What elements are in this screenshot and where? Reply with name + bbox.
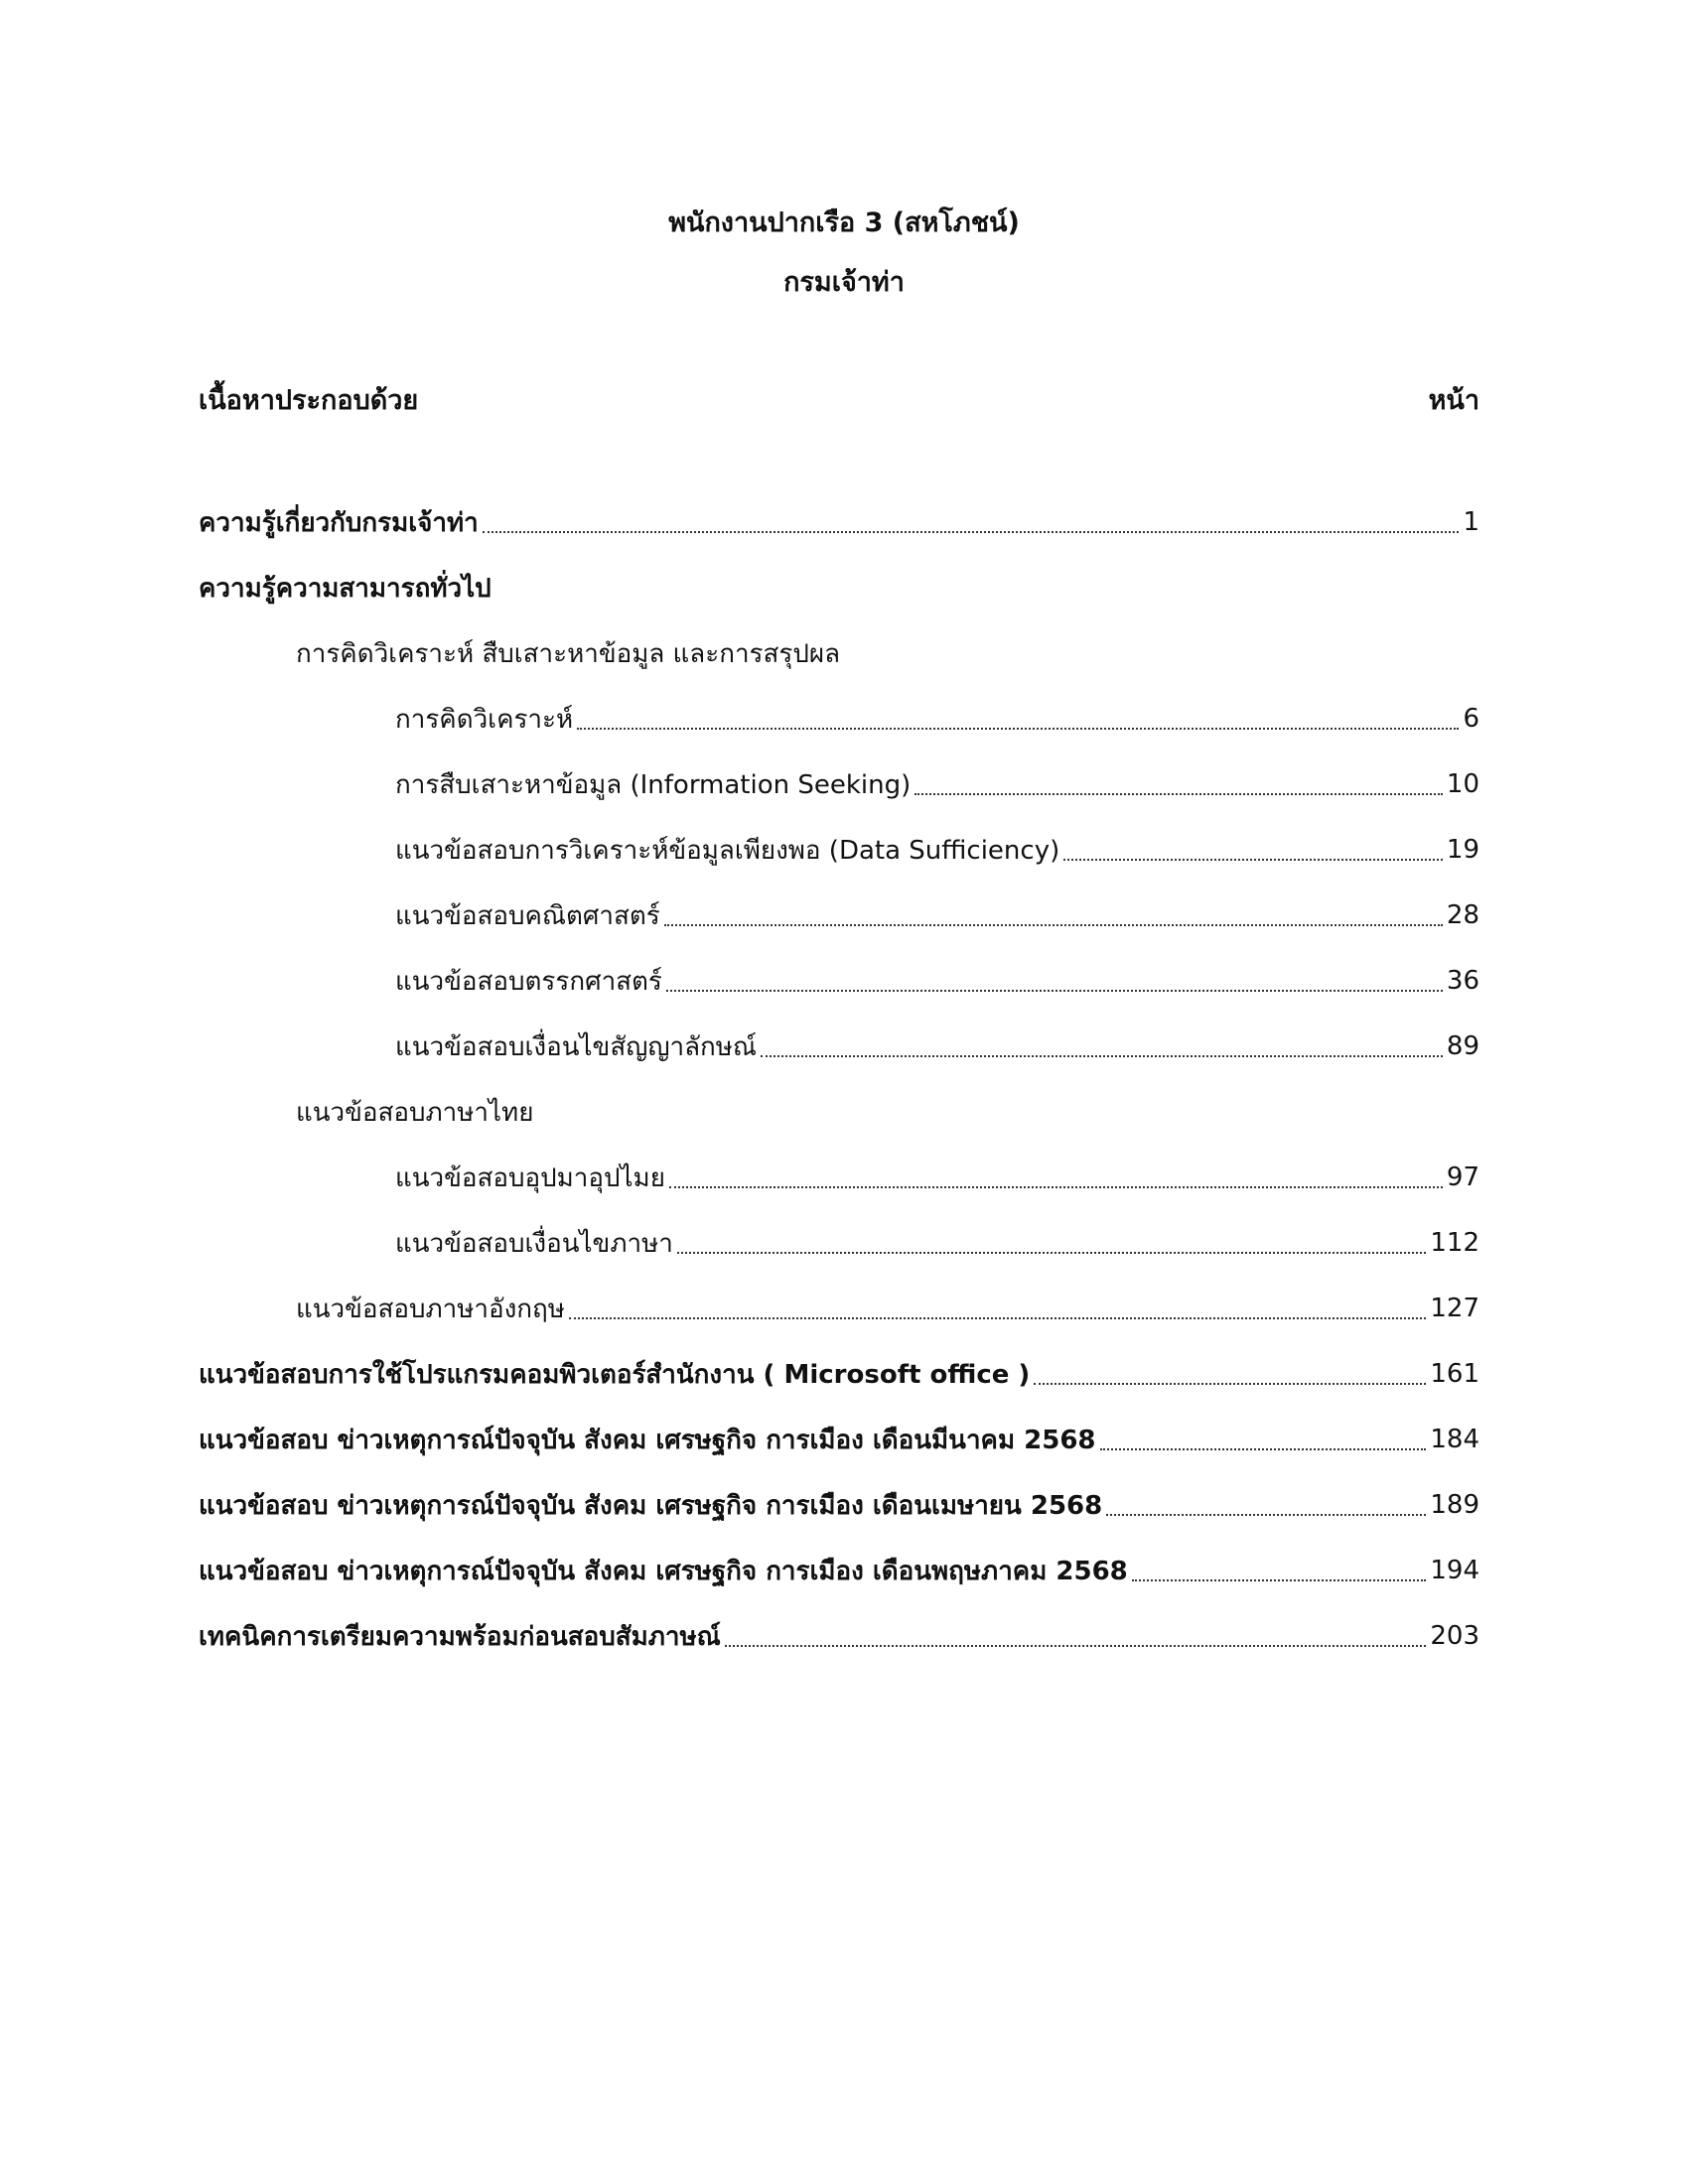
- toc-dot-leader: [914, 793, 1443, 795]
- toc-entry: [395, 895, 1479, 935]
- toc-entry: [395, 1026, 1479, 1066]
- toc-entry-label: แนวข้อสอบคณิตศาสตร์: [395, 900, 660, 931]
- toc-entry-page-number: 1: [1463, 507, 1479, 537]
- toc-entry: [199, 1485, 1479, 1525]
- toc-entry-label: ความรู้เกี่ยวกับกรมเจ้าท่า: [199, 507, 479, 538]
- toc-entry-page-number: 97: [1446, 1162, 1479, 1192]
- toc-entry-page-number: 184: [1430, 1425, 1479, 1454]
- toc-dot-leader: [664, 924, 1443, 926]
- toc-entry-page-number: 203: [1430, 1621, 1479, 1651]
- toc-dot-leader: [669, 1186, 1443, 1188]
- toc-dot-leader: [483, 531, 1460, 533]
- toc-entry-label: การคิดวิเคราะห์ สืบเสาะหาข้อมูล และการสรุปผล: [296, 638, 841, 669]
- toc-entry-page-number: 189: [1430, 1490, 1479, 1520]
- toc-entry: [395, 764, 1479, 804]
- toc-dot-leader: [725, 1645, 1427, 1647]
- toc-dot-leader: [677, 1252, 1427, 1254]
- toc-entry-page-number: 28: [1446, 900, 1479, 930]
- toc-dot-leader: [1132, 1579, 1427, 1581]
- toc-entry: [395, 699, 1479, 739]
- toc-entry: [395, 1223, 1479, 1263]
- toc-entry-label: แนวข้อสอบตรรกศาสตร์: [395, 966, 662, 997]
- toc-dot-leader: [1106, 1514, 1426, 1516]
- toc-entry: [199, 1551, 1479, 1590]
- toc-dot-leader: [761, 1055, 1443, 1057]
- toc-entry-label: เทคนิคการเตรียมความพร้อมก่อนสอบสัมภาษณ์: [199, 1621, 721, 1652]
- toc-dot-leader: [577, 728, 1459, 730]
- toc-dot-leader: [1034, 1383, 1426, 1385]
- toc-dot-leader: [1100, 1448, 1427, 1450]
- toc-entry: [199, 568, 492, 608]
- toc-entry-page-number: 194: [1430, 1556, 1479, 1585]
- toc-entry-page-number: 127: [1430, 1294, 1479, 1323]
- toc-entry-page-number: 161: [1430, 1359, 1479, 1389]
- toc-entry-page-number: 6: [1463, 704, 1479, 734]
- toc-entry-label: แนวข้อสอบเงื่อนไขภาษา: [395, 1228, 673, 1259]
- document-subtitle: กรมเจ้าท่า: [783, 267, 905, 298]
- toc-entry-label: การสืบเสาะหาข้อมูล (Information Seeking): [395, 769, 912, 800]
- toc-entry: [199, 502, 1479, 542]
- toc-entry: [296, 1092, 533, 1132]
- toc-entry-page-number: 89: [1446, 1031, 1479, 1061]
- toc-entry-page-number: 10: [1446, 769, 1479, 799]
- toc-entry-page-number: 112: [1430, 1228, 1479, 1258]
- toc-entry-label: แนวข้อสอบการใช้โปรแกรมคอมพิวเตอร์สำนักงาน ( Microsoft office ): [199, 1359, 1031, 1390]
- toc-entry-label: แนวข้อสอบภาษาอังกฤษ: [296, 1294, 565, 1324]
- contents-label: เนื้อหาประกอบด้วย: [199, 384, 419, 416]
- toc-entry-label: แนวข้อสอบอุปมาอุปไมย: [395, 1162, 665, 1193]
- toc-entry: [395, 961, 1479, 1001]
- toc-entry-label: แนวข้อสอบภาษาไทย: [296, 1097, 534, 1128]
- toc-entry: [199, 1420, 1479, 1459]
- toc-entry-label: แนวข้อสอบการวิเคราะห์ข้อมูลเพียงพอ (Data Sufficiency): [395, 835, 1060, 866]
- toc-entry-label: ความรู้ความสามารถทั่วไป: [199, 573, 492, 604]
- toc-dot-leader: [569, 1317, 1426, 1319]
- toc-dot-leader: [666, 990, 1443, 992]
- toc-dot-leader: [1063, 859, 1443, 861]
- toc-entry-label: แนวข้อสอบ ข่าวเหตุการณ์ปัจจุบัน สังคม เศรษฐกิจ การเมือง เดือนเมษายน 2568: [199, 1490, 1103, 1521]
- toc-entry-page-number: 19: [1446, 835, 1479, 865]
- toc-entry-label: แนวข้อสอบเงื่อนไขสัญญาลักษณ์: [395, 1031, 758, 1062]
- toc-header: [199, 379, 1479, 419]
- toc-entry-label: แนวข้อสอบ ข่าวเหตุการณ์ปัจจุบัน สังคม เศรษฐกิจ การเมือง เดือนพฤษภาคม 2568: [199, 1556, 1128, 1586]
- toc-entry: [395, 830, 1479, 870]
- toc-entry-label: การคิดวิเคราะห์: [395, 704, 574, 735]
- toc-entry: [395, 1158, 1479, 1197]
- toc-entry: [199, 1354, 1479, 1394]
- toc-entry-label: แนวข้อสอบ ข่าวเหตุการณ์ปัจจุบัน สังคม เศรษฐกิจ การเมือง เดือนมีนาคม 2568: [199, 1425, 1096, 1455]
- toc-entry: [199, 1616, 1479, 1656]
- document-title: พนักงานปากเรือ 3 (สหโภชน์): [668, 207, 1020, 238]
- page-label: หน้า: [1428, 384, 1479, 416]
- toc-entry: [296, 1289, 1479, 1328]
- toc-entry-page-number: 36: [1446, 966, 1479, 996]
- toc-entry: [296, 633, 840, 673]
